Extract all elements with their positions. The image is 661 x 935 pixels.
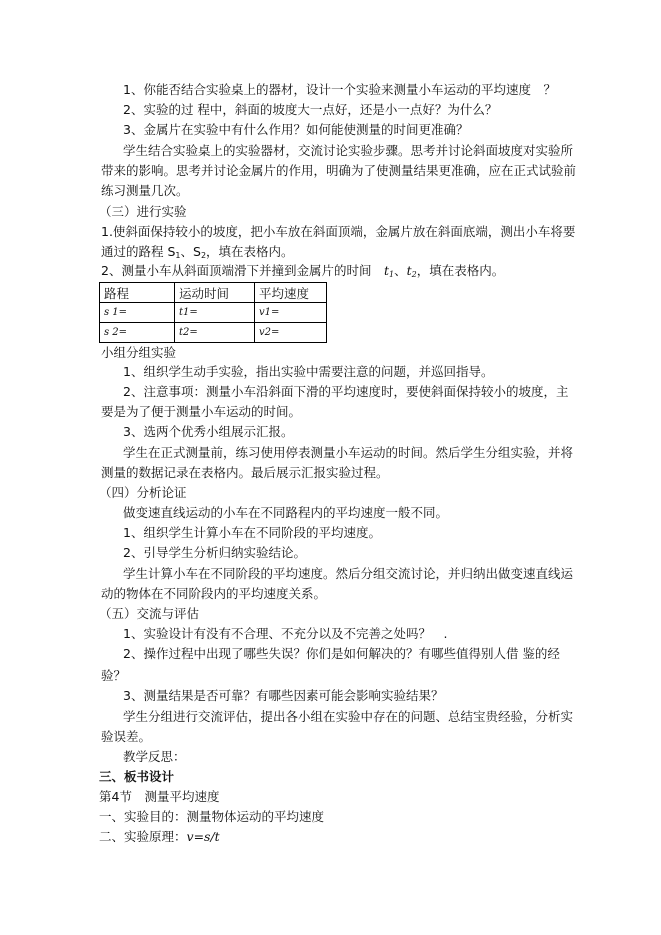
evaluation-item-2: 验？ [101,668,127,683]
paragraph-line: 带来的影响。思考并讨论金属片的作用，明确为了使测量结果更准确，应在正式试验前 [101,163,577,178]
paragraph-line: 测量的数据记录在表格内。最后展示汇报实验过程。 [101,465,389,480]
paragraph-line: 做变速直线运动的小车在不同路程内的平均速度一般不同。 [123,505,449,520]
board-line: 一、实验目的：测量物体运动的平均速度 [99,809,325,824]
group-item-3: 3、选两个优秀小组展示汇报。 [123,424,294,439]
group-heading: 小组分组实验 [101,345,177,360]
paragraph-line: 学生结合实验桌上的实验器材，交流讨论实验步骤。思考并讨论斜面坡度对实验所 [123,143,574,158]
step-1-line: 通过的路程 $S_1$、$S_2$，填在表格内。 [101,244,294,260]
table-cell: v1= [255,303,327,323]
measurement-table [99,282,327,343]
group-item-2: 2、注意事项：测量小车沿斜面下滑的平均速度时，要使斜面保持较小的坡度，主 [123,384,569,399]
paragraph-line: 验误差。 [101,729,152,744]
teaching-reflection: 教学反思： [123,749,186,764]
table-header: 路程 [100,283,175,303]
table-cell: s 1= [100,303,175,323]
table-header: 平均速度 [255,283,327,303]
section-heading-3: （三）进行实验 [99,204,187,219]
table-cell: t2= [175,323,255,343]
formula: v=s/t [186,829,220,844]
question-3: 3、金属片在实验中有什么作用？如何能使测量的时间更准确？ [123,122,469,137]
board-line: 二、实验原理：v=s/t [99,829,220,844]
paragraph-line: 练习测量几次。 [101,183,189,198]
evaluation-item-1: 1、实验设计有没有不合理、不充分以及不完善之处吗？ . [123,626,448,641]
analysis-item-2: 2、引导学生分析归纳实验结论。 [123,545,306,560]
table-cell: t1= [175,303,255,323]
group-item-1: 1、组织学生动手实验，指出实验中需要注意的问题，并巡回指导。 [123,364,494,379]
step-1-line: 1.使斜面保持较小的坡度，把小车放在斜面顶端，金属片放在斜面底端，测出小车将要 [101,224,576,239]
paragraph-line: 学生计算小车在不同阶段的平均速度。然后分组交流讨论，并归纳出做变速直线运 [123,566,574,581]
board-design-heading: 三、板书设计 [99,769,175,784]
analysis-item-1: 1、组织学生计算小车在不同阶段的平均速度。 [123,525,381,540]
question-2: 2、实验的过 程中，斜面的坡度大一点好，还是小一点好？为什么？ [123,102,498,117]
question-1: 1、你能否结合实验桌上的器材，设计一个实验来测量小车运动的平均速度 ？ [123,82,556,97]
evaluation-item-3: 3、测量结果是否可靠？有哪些因素可能会影响实验结果？ [123,688,444,703]
section-heading-5: （五）交流与评估 [99,606,200,621]
paragraph-line: 学生分组进行交流评估，提出各小组在实验中存在的问题、总结宝贵经验，分析实 [123,709,574,724]
section-heading-4: （四）分析论证 [99,485,187,500]
paragraph-line: 动的物体在不同阶段内的平均速度关系。 [101,586,327,601]
group-item-2: 要是为了便于测量小车运动的时间。 [101,404,302,419]
table-cell: s 2= [100,323,175,343]
paragraph-line: 学生在正式测量前，练习使用停表测量小车运动的时间。然后学生分组实验，并将 [123,445,574,460]
step-2-line: 2、测量小车从斜面顶端滑下并撞到金属片的时间 $t_1$、$t_2$，填在表格内。 [101,263,505,279]
table-header: 运动时间 [175,283,255,303]
board-line: 第4节 测量平均速度 [99,789,220,804]
evaluation-item-2: 2、操作过程中出现了哪些失误？你们是如何解决的？有哪些值得别人借 鉴的经 [123,646,560,661]
table-cell: v2= [255,323,327,343]
